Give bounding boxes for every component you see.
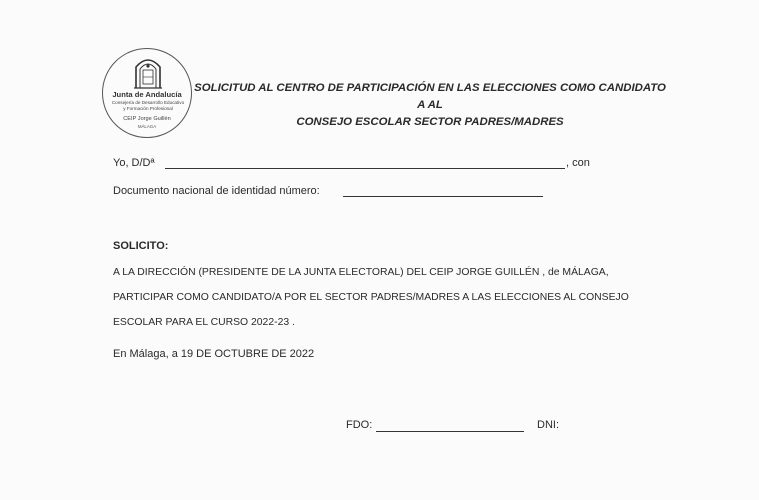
title-line-1: SOLICITUD AL CENTRO DE PARTICIPACIÓN EN LAS ELECCIONES COMO CANDIDATO A AL xyxy=(194,82,666,111)
title-line-2: CONSEJO ESCOLAR SECTOR PADRES/MADRES xyxy=(296,116,564,128)
fdo-label: FDO: xyxy=(346,419,373,431)
name-label: Yo, D/Dª xyxy=(113,157,155,169)
seal-city: MÁLAGA xyxy=(137,124,157,129)
name-field-line[interactable] xyxy=(165,168,565,169)
dni-field-line[interactable] xyxy=(343,196,543,197)
seal-dept-line1: Consejería de Desarrollo Educativo xyxy=(111,100,185,105)
dni-label: Documento nacional de identidad número: xyxy=(113,185,320,197)
document-title xyxy=(190,80,670,131)
school-seal-logo xyxy=(102,48,192,138)
seal-dept xyxy=(109,100,187,111)
seal-school: CEIP Jorge Guillén xyxy=(123,116,171,122)
seal-dept-line2: y Formación Profesional xyxy=(123,105,173,111)
seal-org: Junta de Andalucía xyxy=(112,90,182,99)
body-line-3: ESCOLAR PARA EL CURSO 2022-23 . xyxy=(113,317,295,328)
solicito-heading: SOLICITO: xyxy=(113,240,169,252)
name-suffix: , con xyxy=(566,157,590,169)
signature-dni-label: DNI: xyxy=(537,419,559,431)
date-line: En Málaga, a 19 DE OCTUBRE DE 2022 xyxy=(113,348,315,360)
signature-field-line[interactable] xyxy=(376,431,524,432)
body-line-1: A LA DIRECCIÓN (PRESIDENTE DE LA JUNTA ELECTORAL) DEL CEIP JORGE GUILLÉN , de MÁLAGA, xyxy=(113,267,609,278)
body-line-2: PARTICIPAR COMO CANDIDATO/A POR EL SECTOR PADRES/MADRES A LAS ELECCIONES AL CONSEJO xyxy=(113,292,629,303)
junta-emblem-icon xyxy=(133,55,163,89)
